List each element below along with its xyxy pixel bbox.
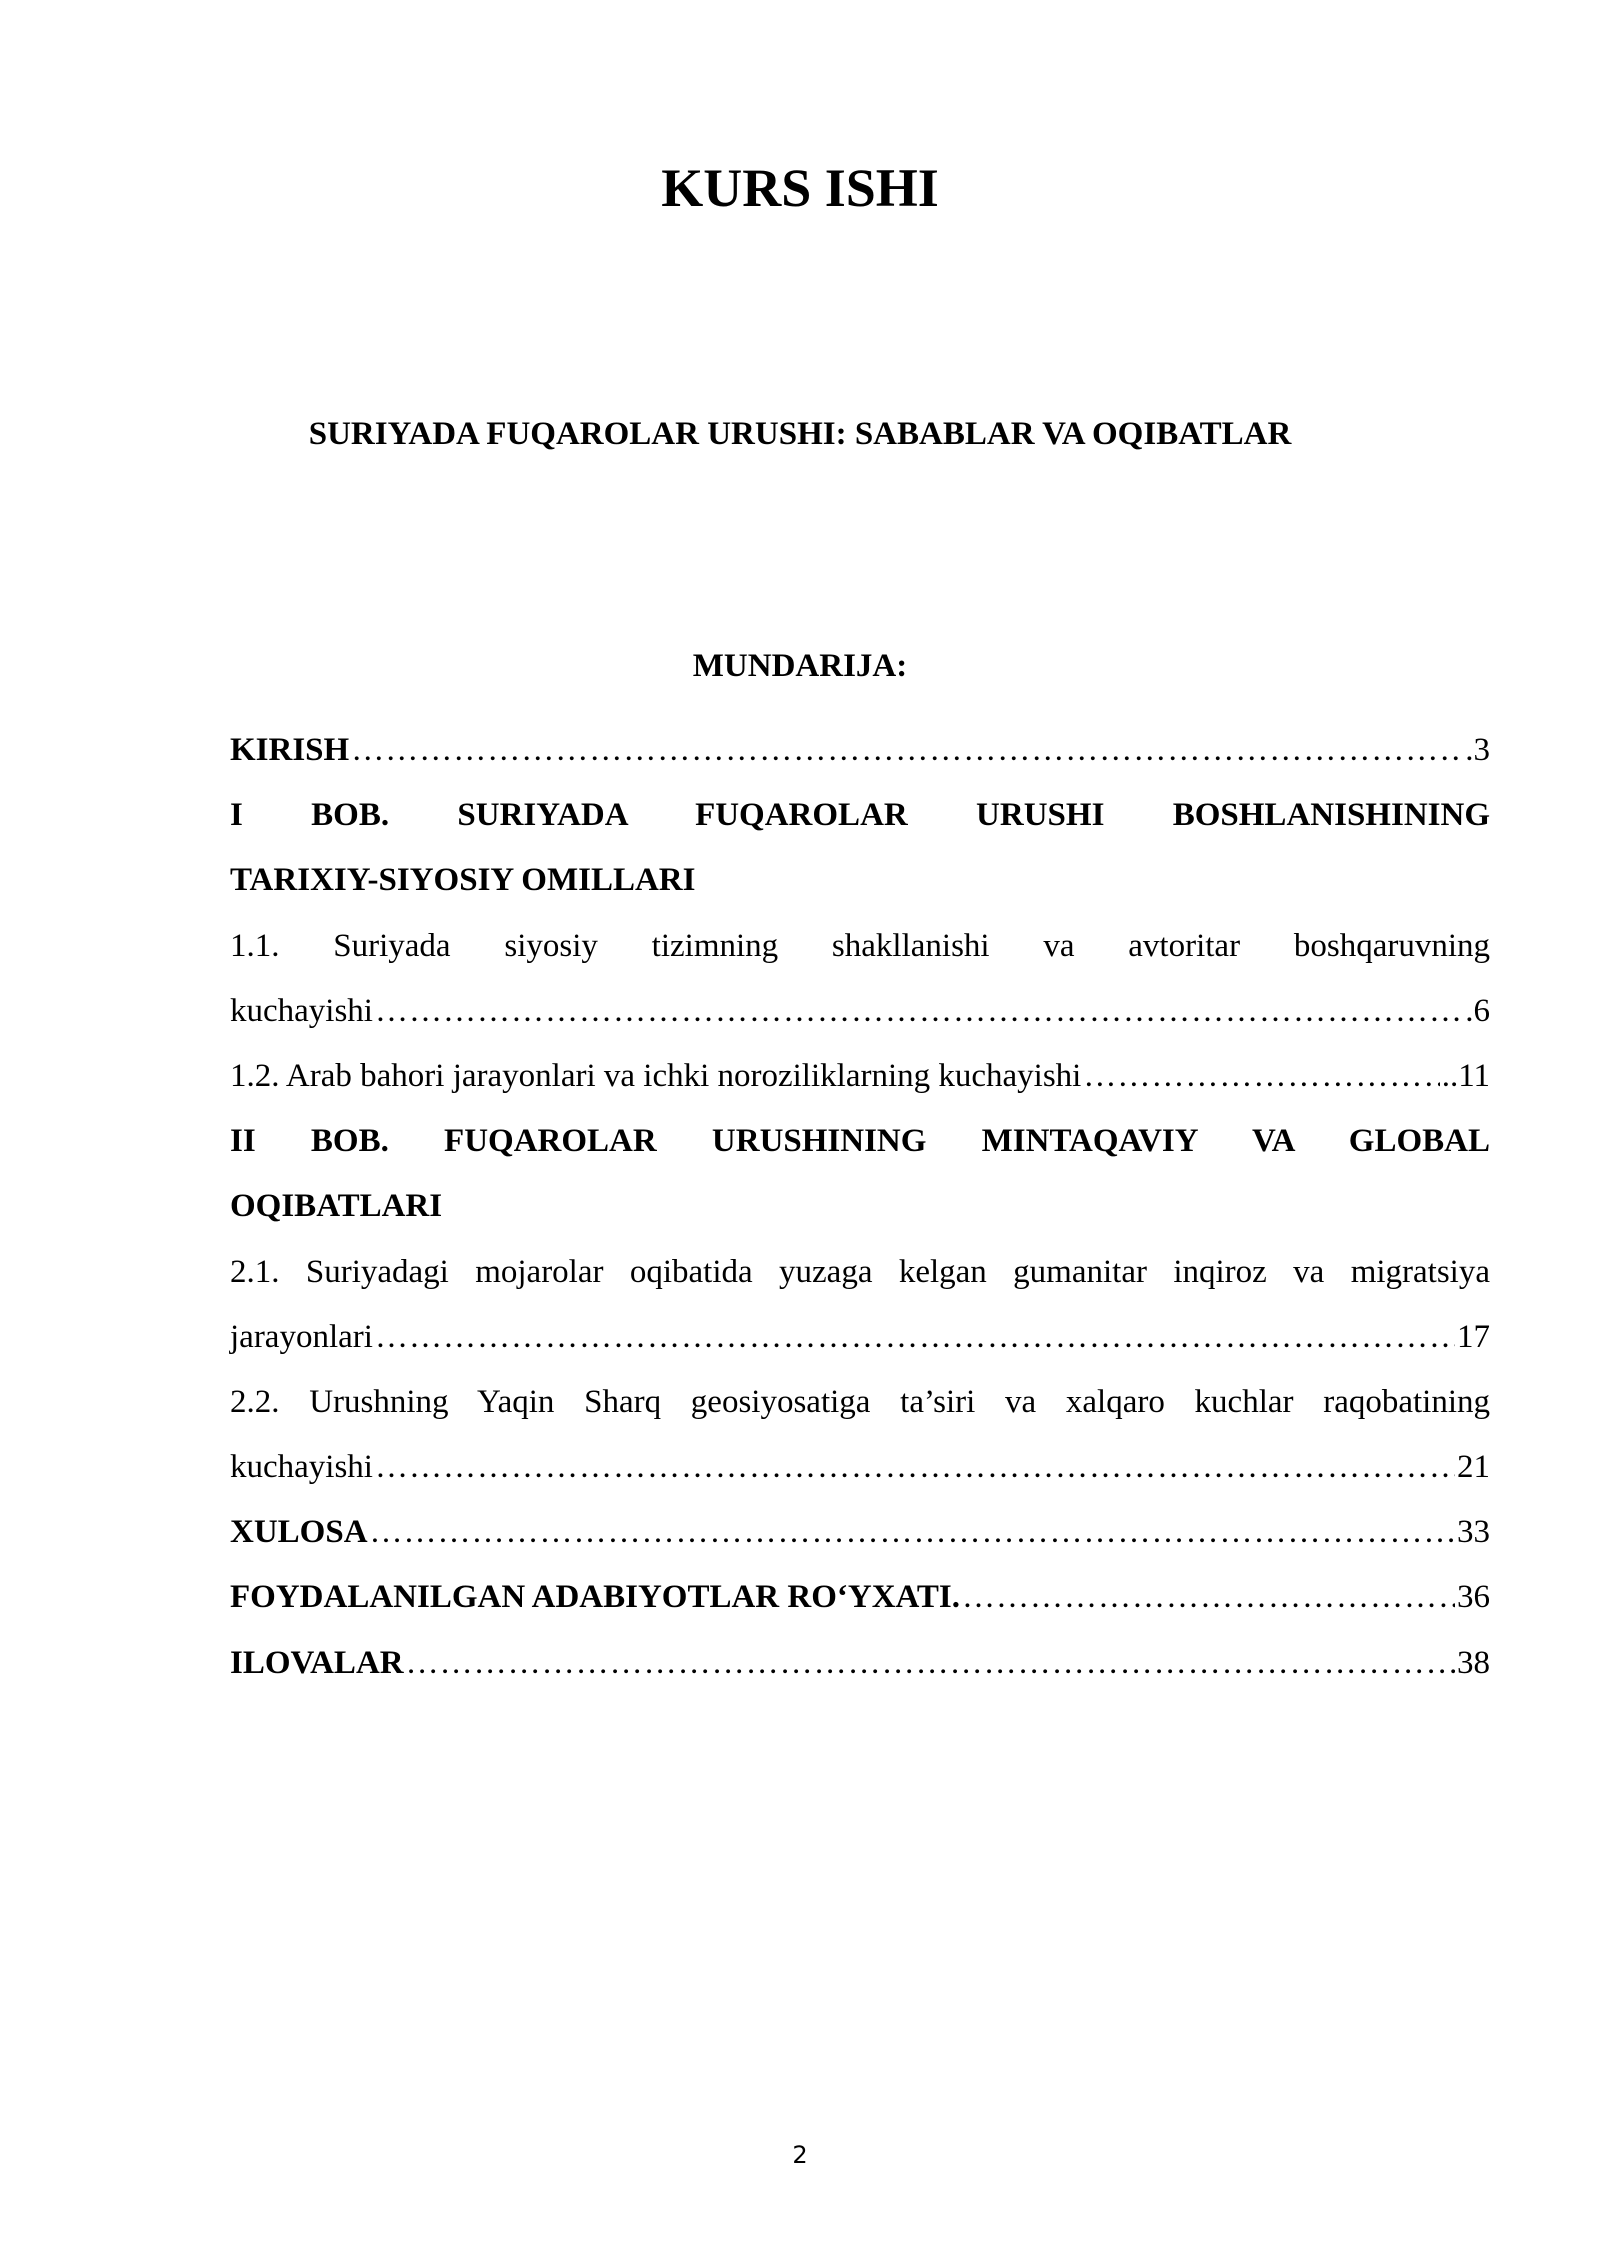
toc-section-1-1-line-1[interactable]: 1.1. Suriyada siyosiy tizimning shakllanishi va avtoritar boshqaruvning	[230, 927, 1490, 964]
toc-chapter-1-line-1[interactable]: I BOB. SURIYADA FUQAROLAR URUSHI BOSHLANISHINING	[230, 797, 1490, 834]
toc-chapter-2-line-2[interactable]: OQIBATLARI	[230, 1188, 443, 1225]
toc-dot-leader	[962, 1565, 1455, 1630]
toc-entry-label: ILOVALAR	[230, 1644, 404, 1681]
toc-dot-leader	[1083, 1044, 1439, 1109]
toc-entry-kirish[interactable]	[230, 718, 1490, 783]
toc-section-1-2[interactable]	[230, 1044, 1490, 1109]
toc-section-2-2-line-2[interactable]	[230, 1435, 1490, 1500]
table-of-contents	[230, 718, 1490, 1696]
toc-section-2-2-line-1[interactable]: 2.2. Urushning Yaqin Sharq geosiyosatiga ta’siri va xalqaro kuchlar raqobatining	[230, 1383, 1490, 1420]
toc-page-number: 36	[1457, 1579, 1490, 1616]
document-title: KURS ISHI	[661, 158, 939, 218]
toc-page-number: 21	[1457, 1449, 1490, 1486]
toc-section-1-1-line-2[interactable]	[230, 979, 1490, 1044]
toc-dot-leader	[375, 1435, 1455, 1500]
toc-entry-xulosa[interactable]	[230, 1500, 1490, 1565]
toc-dot-leader	[370, 1500, 1455, 1565]
toc-heading: MUNDARIJA:	[692, 648, 908, 684]
toc-page-number: .6	[1465, 992, 1490, 1029]
toc-dot-leader	[406, 1631, 1455, 1696]
document-subtitle: SURIYADA FUQAROLAR URUSHI: SABABLAR VA OQIBATLAR	[308, 416, 1292, 452]
toc-dot-leader	[375, 979, 1463, 1044]
toc-entry-adabiyotlar[interactable]	[230, 1565, 1490, 1630]
toc-entry-label: KIRISH	[230, 732, 350, 768]
toc-section-2-1-line-1[interactable]: 2.1. Suriyadagi mojarolar oqibatida yuzaga kelgan gumanitar inqiroz va migratsiya	[230, 1253, 1490, 1290]
toc-entry-label: XULOSA	[230, 1514, 368, 1551]
toc-page-number: 38	[1457, 1644, 1490, 1681]
toc-entry-ilovalar[interactable]	[230, 1631, 1490, 1696]
toc-page-number: 33	[1457, 1514, 1490, 1551]
page-number: 2	[792, 2141, 808, 2169]
toc-dot-leader	[351, 718, 1463, 783]
toc-entry-label: 1.2. Arab bahori jarayonlari va ichki noroziliklarning kuchayishi	[230, 1057, 1082, 1094]
toc-entry-label: kuchayishi	[230, 1449, 373, 1486]
toc-page-number: 17	[1457, 1318, 1490, 1355]
toc-page-number: ..11	[1441, 1057, 1490, 1094]
toc-chapter-2-line-1[interactable]: II BOB. FUQAROLAR URUSHINING MINTAQAVIY VA GLOBAL	[230, 1123, 1490, 1160]
toc-page-number: .3	[1465, 732, 1490, 768]
toc-entry-label: FOYDALANILGAN ADABIYOTLAR RO‘YXATI.	[230, 1579, 961, 1616]
toc-chapter-1-line-2[interactable]: TARIXIY-SIYOSIY OMILLARI	[230, 862, 696, 899]
toc-section-2-1-line-2[interactable]	[230, 1305, 1490, 1370]
toc-dot-leader	[375, 1305, 1455, 1370]
toc-entry-label: jarayonlari	[230, 1318, 373, 1355]
toc-entry-label: kuchayishi	[230, 992, 373, 1029]
